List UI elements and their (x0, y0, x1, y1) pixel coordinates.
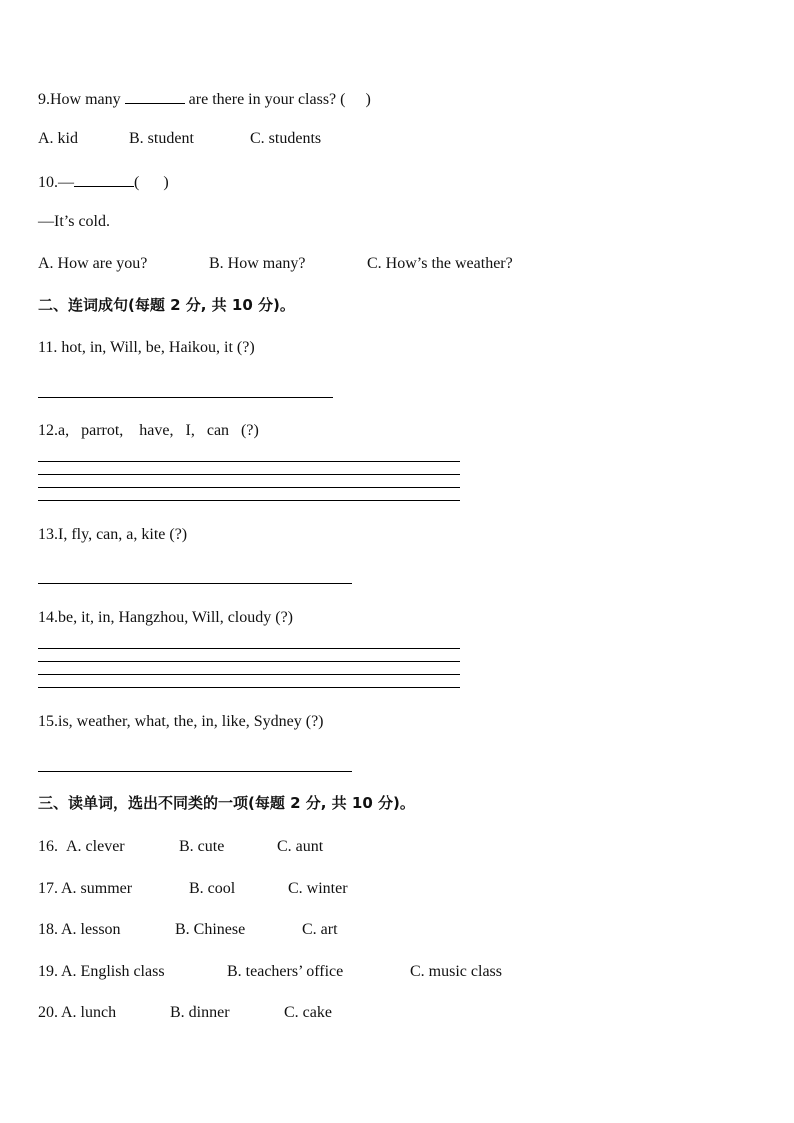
answer-line-13 (38, 583, 352, 584)
question-18-option-a: A. lesson (61, 921, 121, 938)
question-20-number: 20. (38, 1004, 58, 1021)
question-12: 12.a, parrot, have, I, can (?) (38, 422, 259, 439)
question-19-option-c: C. music class (410, 963, 502, 980)
question-19 (38, 962, 502, 982)
question-10-blank (74, 171, 134, 187)
question-10 (38, 171, 169, 193)
question-10-stem-start: 10.— (38, 174, 74, 191)
question-18-number: 18. (38, 921, 58, 938)
answer-line-12-4 (38, 500, 460, 501)
answer-line-15 (38, 771, 352, 772)
question-20-option-b: B. dinner (170, 1004, 230, 1021)
question-20 (38, 1003, 332, 1023)
answer-line-14-3 (38, 674, 460, 675)
question-20-option-c: C. cake (284, 1004, 332, 1021)
question-14: 14.be, it, in, Hangzhou, Will, cloudy (?) (38, 609, 294, 626)
answer-line-11 (38, 397, 333, 398)
question-17-option-a: A. summer (61, 880, 133, 897)
question-10-stem-end: ( ) (134, 174, 169, 191)
question-17-number: 17. (38, 880, 58, 897)
question-19-number: 19. (38, 963, 58, 980)
question-9-stem-start: 9.How many (38, 91, 125, 108)
question-17 (38, 879, 348, 899)
question-15: 15.is, weather, what, the, in, like, Sydney (?) (38, 713, 324, 730)
question-17-option-b: B. cool (189, 880, 236, 897)
question-16-option-c: C. aunt (277, 838, 324, 855)
question-9-option-a: A. kid (38, 130, 78, 147)
question-10-option-c: C. How’s the weather? (367, 255, 513, 272)
section-2-heading: 二、连词成句(每题 2 分, 共 10 分)。 (38, 296, 295, 314)
answer-line-14-1 (38, 648, 460, 649)
question-9-stem-end: are there in your class? ( ) (184, 91, 371, 108)
answer-line-12-2 (38, 474, 460, 475)
question-10-options (38, 254, 513, 274)
question-16-number: 16. (38, 838, 58, 855)
answer-line-12-3 (38, 487, 460, 488)
question-20-option-a: A. lunch (61, 1004, 117, 1021)
question-19-option-b: B. teachers’ office (227, 963, 344, 980)
question-9 (38, 88, 371, 110)
question-9-option-c: C. students (250, 130, 322, 147)
question-18 (38, 920, 338, 940)
question-10-reply: —It’s cold. (38, 213, 110, 230)
question-10-option-a: A. How are you? (38, 255, 148, 272)
answer-line-14-4 (38, 687, 460, 688)
answer-line-12-1 (38, 461, 460, 462)
answer-line-14-2 (38, 661, 460, 662)
question-10-option-b: B. How many? (209, 255, 306, 272)
question-19-option-a: A. English class (61, 963, 165, 980)
question-16-option-b: B. cute (179, 838, 225, 855)
question-9-option-b: B. student (129, 130, 194, 147)
question-9-blank (125, 88, 185, 104)
question-9-options (38, 129, 321, 149)
question-18-option-c: C. art (302, 921, 338, 938)
question-16 (38, 837, 323, 857)
question-18-option-b: B. Chinese (175, 921, 246, 938)
question-17-option-c: C. winter (288, 880, 348, 897)
question-16-option-a: A. clever (66, 838, 125, 855)
section-3-heading: 三、读单词，选出不同类的一项(每题 2 分, 共 10 分)。 (38, 794, 415, 812)
question-11: 11. hot, in, Will, be, Haikou, it (?) (38, 339, 255, 356)
question-13: 13.I, fly, can, a, kite (?) (38, 526, 188, 543)
